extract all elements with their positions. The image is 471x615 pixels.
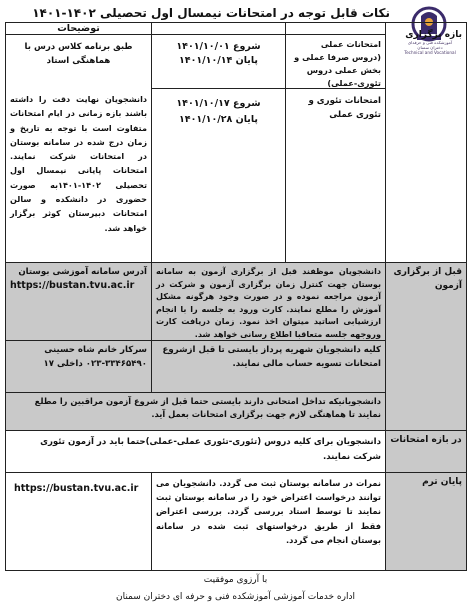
theory-exam-note: دانشجویان نهایت دقت را داشته باشند بازه زمانی در ایام امتحانات متفاوت است با توجه به تاریخ و زمان درج شده در سامانه بوستان در امتحانات شرکت نمایند. امتحانات پایانی نیمسال اول تحصیلی ۱۴۰۲-۱۴۰۱به صورت حضوری در دانشکده و سالن امتحانات دبیرستان کوثر برگزار خواهد شد.: [10, 94, 147, 233]
before-exam-instructions: دانشجویان موظفند قبل از برگزاری آزمون به سامانه بوستان جهت کنترل زمان برگزاری آزمون و شرکت در آزمون مراجعه نموده و در صورت وجود هرگونه مشکل آموزش را مطلع نمایند. کارت ورود به جلسه را با انجام ارزشیابی اساتید میتوان اخذ نمود. زمان دریافت کارت وروجهه جلسه متعاقبا اطلاع رسانی خواهد شد.: [152, 263, 385, 340]
bustan-link[interactable]: https://bustan.tvu.ac.ir: [10, 280, 135, 291]
logo-text: آموزشکده فنی و حرفه‌ای دختران سمنان Technical and Vocational: [404, 40, 456, 55]
page-title: نکات قابل توجه در امتحانات نیمسال اول تحصیلی ۱۴۰۲-۱۴۰۱: [32, 6, 390, 20]
contact-phone: ۰۲۳-۳۳۴۶۵۴۹۰ داخلی ۱۷: [43, 359, 147, 369]
notes-column-header: توضیحات: [57, 23, 100, 34]
theory-exam-dates: [152, 94, 285, 142]
exam-conflict-note: دانشجویانیکه تداخل امتحانی دارند بایستی حتما قبل از شروع آزمون مراقبین را مطلع نمایند تا هماهنگی لازم جهت برگزاری امتحانات بعمل آید.: [6, 393, 385, 430]
footer-office: اداره خدمات آموزشی آموزشکده فنی و حرفه ای دختران سمنان: [115, 592, 355, 602]
bustan-link-end-term[interactable]: https://bustan.tvu.ac.ir: [14, 483, 139, 494]
tuition-settlement-note: کلیه دانشجویان شهریه پرداز بایستی تا قبل ازشروع امتحانات تسویه حساب مالی نمایند.: [152, 341, 385, 392]
theory-exams-type: امتحانات تئوری و تئوری عملی: [308, 96, 381, 120]
bustan-address-label: آدرس سامانه آموزشی بوستان: [18, 267, 147, 277]
theory-end-date: پایان ۱۴۰۱/۱۰/۲۸: [178, 114, 258, 125]
practical-start-date: شروع ۱۴۰۱/۱۰/۰۱: [176, 41, 261, 52]
footer-wish: با آرزوی موفقیت: [203, 575, 268, 585]
row-label-period: بازه برگزاری: [405, 30, 462, 40]
during-exams-instructions: دانشجویان برای کلیه دروس (تئوری-تئوری عملی-عملی)حتما باید در آزمون تئوری شرکت نمایند.: [40, 437, 381, 462]
practical-exam-dates: [152, 38, 285, 86]
end-of-term-instructions: نمرات در سامانه بوستان ثبت می گردد. دانشجویان می توانند درخواست اعتراض خود را در سامانه بوستان ثبت نمایند تا توسط استاد بررسی گردد. بررسی اعتراض فقط از طریق درخواستهای ثبت شده در سامانه بوستان انجام می گردد.: [156, 478, 381, 545]
row-label-before-exam: قبل از برگزاری آزمون: [386, 263, 466, 430]
bustan-address-note: [6, 263, 151, 340]
practical-end-date: پایان ۱۴۰۱/۱۰/۱۴: [178, 55, 258, 66]
practical-exams-type: امتحانات عملی (دروس صرفا عملی و بخش عملی دروس تئوری-عملی): [294, 39, 381, 88]
practical-exam-note: طبق برنامه کلاس درس با هماهنگی استاد: [24, 42, 133, 66]
contact-info: [6, 341, 151, 392]
row-label-during-exams: در بازه امتحانات: [386, 431, 466, 472]
row-label-end-of-term: پایان ترم: [386, 473, 466, 570]
theory-start-date: شروع ۱۴۰۱/۱۰/۱۷: [176, 98, 261, 109]
contact-name: سرکار خانم شاه حسینی: [44, 345, 147, 355]
